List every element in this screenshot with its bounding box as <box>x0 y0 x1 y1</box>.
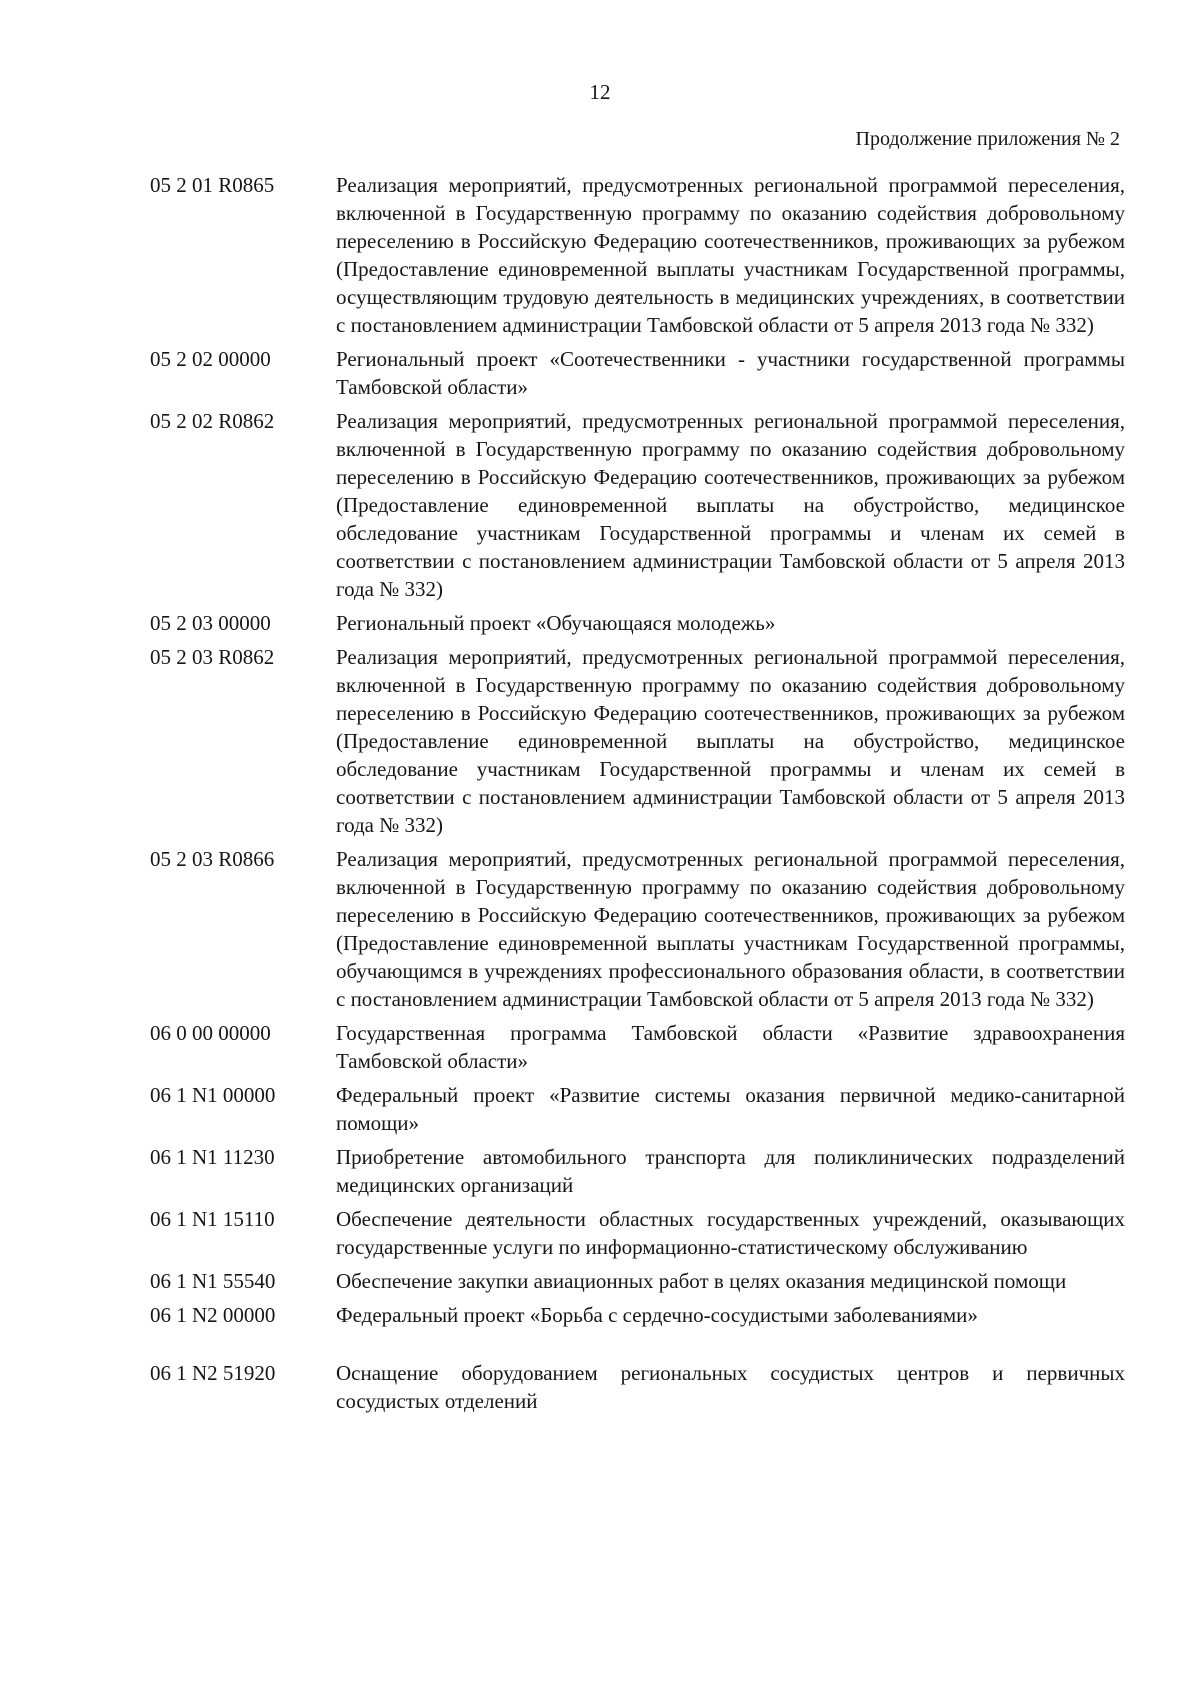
row-code: 06 1 N2 51920 <box>150 1361 276 1385</box>
row-description: Реализация мероприятий, предусмотренных региональной программой переселения, включенной в Государственную программу по оказанию содействия добровольному переселению в Российскую Федерацию соотечественников, проживающих за рубежом (Предоставление единовременной выплаты участникам Государственной программы, осуществляющим трудовую деятельность в медицинских учреждениях, в соответствии с постановлением администрации Тамбовской области от 5 апреля 2013 года № 332) <box>336 173 1125 337</box>
row-code: 06 1 N1 55540 <box>150 1269 276 1293</box>
list-item <box>150 1205 1125 1261</box>
row-description: Приобретение автомобильного транспорта для поликлинических подразделений медицинских организаций <box>336 1145 1125 1197</box>
list-item <box>150 1081 1125 1137</box>
list-item <box>150 1301 1125 1329</box>
list-item <box>150 407 1125 603</box>
row-description: Обеспечение закупки авиационных работ в целях оказания медицинской помощи <box>336 1269 1067 1293</box>
row-description: Региональный проект «Соотечественники - участники государственной программы Тамбовской области» <box>336 347 1125 399</box>
row-description: Федеральный проект «Развитие системы оказания первичной медико-санитарной помощи» <box>336 1083 1125 1135</box>
list-item <box>150 1359 1125 1415</box>
row-description: Реализация мероприятий, предусмотренных региональной программой переселения, включенной в Государственную программу по оказанию содействия добровольному переселению в Российскую Федерацию соотечественников, проживающих за рубежом (Предоставление единовременной выплаты на обустройство, медицинское обследование участникам Государственной программы и членам их семей в соответствии с постановлением администрации Тамбовской области от 5 апреля 2013 года № 332) <box>336 409 1125 601</box>
list-item <box>150 1267 1125 1295</box>
list-item <box>150 1019 1125 1075</box>
list-item <box>150 171 1125 339</box>
row-code: 05 2 01 R0865 <box>150 173 275 197</box>
row-code: 06 1 N2 00000 <box>150 1303 276 1327</box>
row-description: Реализация мероприятий, предусмотренных региональной программой переселения, включенной в Государственную программу по оказанию содействия добровольному переселению в Российскую Федерацию соотечественников, проживающих за рубежом (Предоставление единовременной выплаты на обустройство, медицинское обследование участникам Государственной программы и членам их семей в соответствии с постановлением администрации Тамбовской области от 5 апреля 2013 года № 332) <box>336 645 1125 837</box>
list-item <box>150 643 1125 839</box>
row-code: 05 2 03 R0866 <box>150 847 275 871</box>
list-item <box>150 345 1125 401</box>
list-item <box>150 609 1125 637</box>
row-description: Обеспечение деятельности областных государственных учреждений, оказывающих государственные услуги по информационно-статистическому обслуживанию <box>336 1207 1125 1259</box>
row-description: Реализация мероприятий, предусмотренных региональной программой переселения, включенной в Государственную программу по оказанию содействия добровольному переселению в Российскую Федерацию соотечественников, проживающих за рубежом (Предоставление единовременной выплаты участникам Государственной программы, обучающимся в учреждениях профессионального образования области, в соответствии с постановлением администрации Тамбовской области от 5 апреля 2013 года № 332) <box>336 847 1125 1011</box>
row-code: 05 2 03 R0862 <box>150 645 275 669</box>
row-code: 06 1 N1 00000 <box>150 1083 276 1107</box>
row-description: Оснащение оборудованием региональных сосудистых центров и первичных сосудистых отделений <box>336 1361 1125 1413</box>
budget-code-list <box>150 171 1125 1421</box>
row-description: Региональный проект «Обучающаяся молодежь» <box>336 611 776 635</box>
row-code: 05 2 03 00000 <box>150 611 271 635</box>
list-item <box>150 1143 1125 1199</box>
row-code: 05 2 02 R0862 <box>150 409 275 433</box>
list-item <box>150 845 1125 1013</box>
row-description: Федеральный проект «Борьба с сердечно-сосудистыми заболеваниями» <box>336 1303 978 1327</box>
row-code: 06 1 N1 15110 <box>150 1207 275 1231</box>
row-code: 06 1 N1 11230 <box>150 1145 275 1169</box>
continuation-label: Продолжение приложения № 2 <box>855 128 1120 150</box>
row-description: Государственная программа Тамбовской области «Развитие здравоохранения Тамбовской области» <box>336 1021 1125 1073</box>
row-code: 05 2 02 00000 <box>150 347 271 371</box>
page-number: 12 <box>589 80 611 104</box>
row-code: 06 0 00 00000 <box>150 1021 271 1045</box>
